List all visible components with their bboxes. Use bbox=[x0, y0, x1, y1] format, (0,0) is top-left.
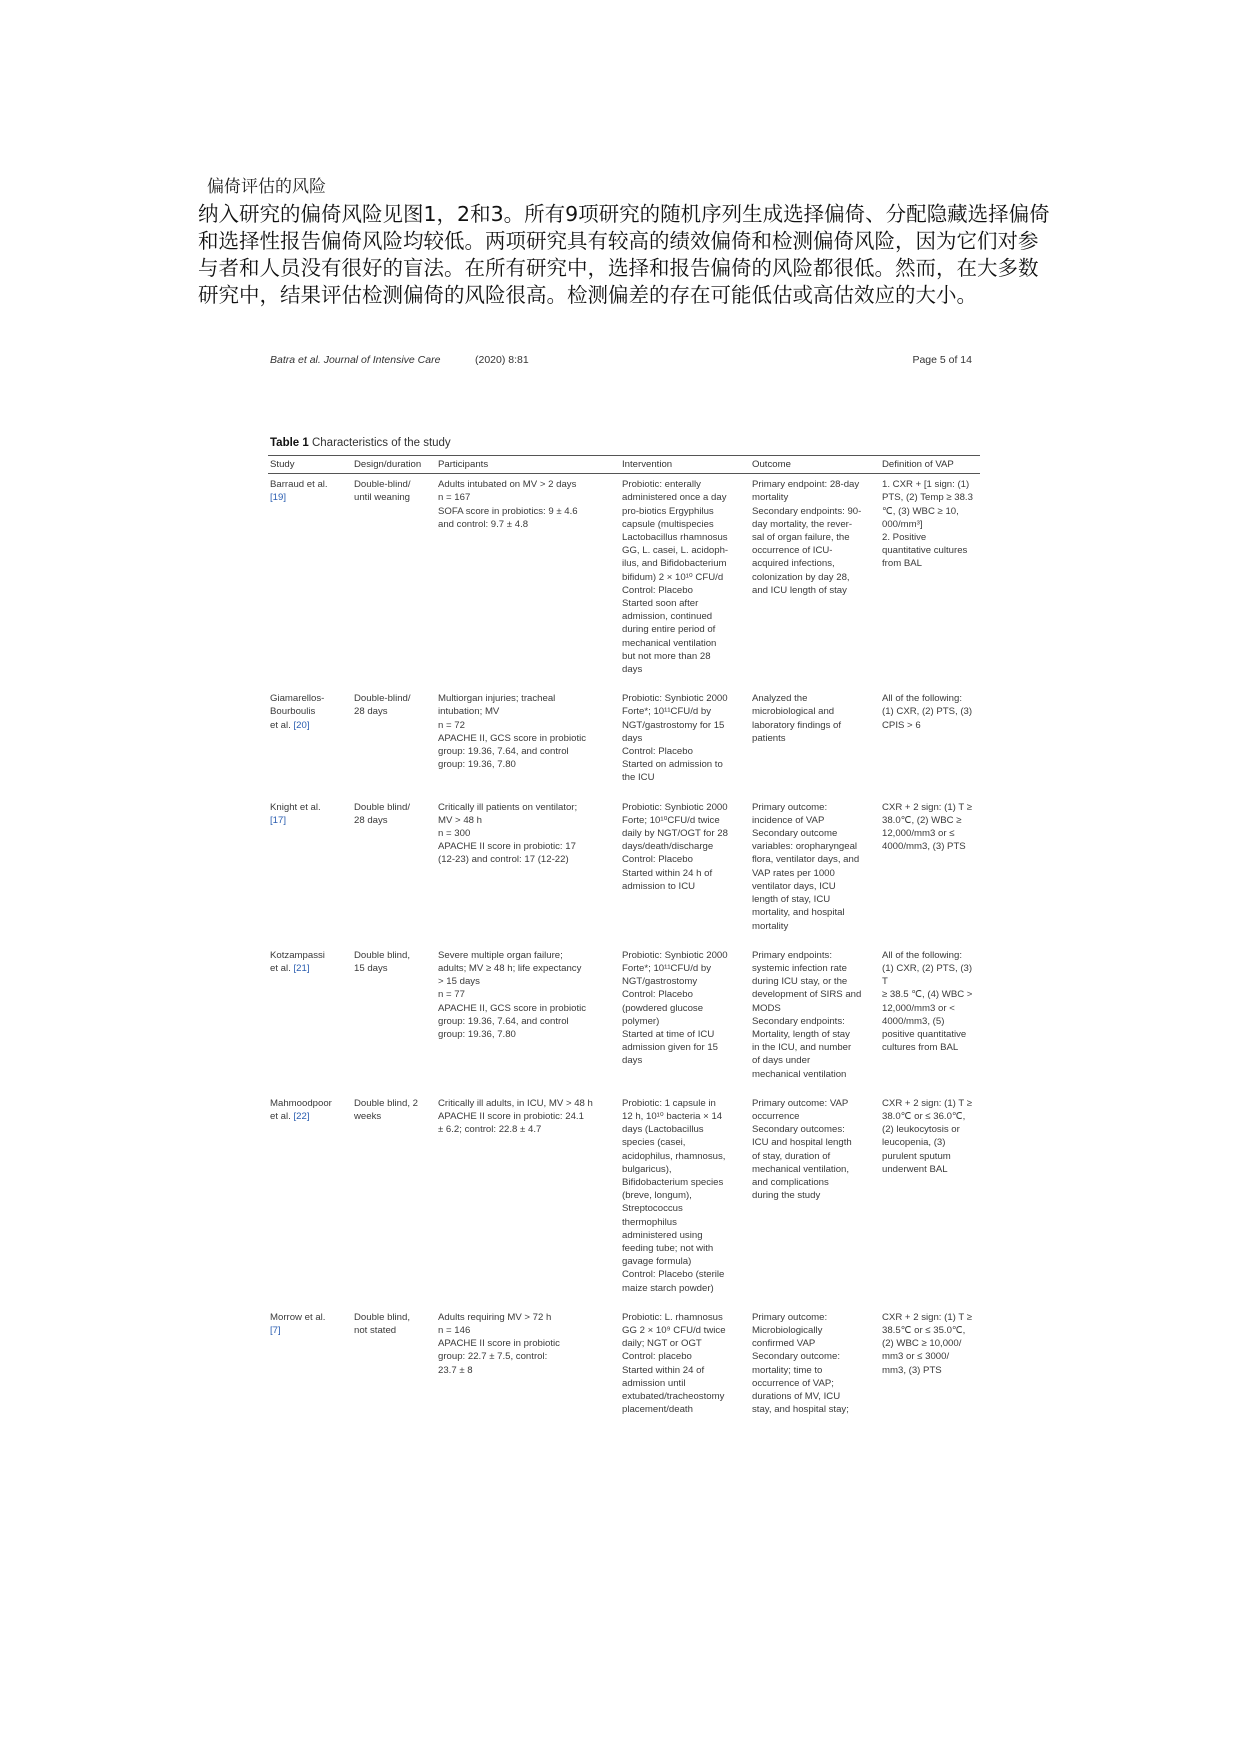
cell-design: Double-blind/ 28 days bbox=[354, 693, 411, 718]
characteristics-table bbox=[268, 455, 980, 1428]
table-row bbox=[268, 688, 980, 796]
cell-participants: Severe multiple organ failure; adults; MV ≥ 48 h; life expectancy > 15 days n = 77 APACHE II, GCS score in probiotic group: 19.36, 7.64, and control group: 19.36, 7.80 bbox=[438, 949, 587, 1040]
reference-link[interactable]: [19] bbox=[270, 492, 287, 504]
table-row bbox=[268, 1093, 980, 1307]
cell-outcome: Analyzed the microbiological and laboratory findings of patients bbox=[752, 693, 842, 744]
body-paragraph: 纳入研究的偏倚风险见图1，2和3。所有9项研究的随机序列生成选择偏倚、分配隐藏选择偏倚和选择性报告偏倚风险均较低。两项研究具有较高的绩效偏倚和检测偏倚风险，因为它们对参与者和人员没有很好的盲法。在所有研究中，选择和报告偏倚的风险都很低。然而，在大多数研究中，结果评估检测偏倚的风险很高。检测偏差的存在可能低估或高估效应的大小。 bbox=[198, 202, 1050, 307]
table-title bbox=[270, 437, 451, 449]
col-header-outcome: Outcome bbox=[750, 456, 880, 474]
cell-vap-definition: All of the following: (1) CXR, (2) PTS, (3) T ≥ 38.5 ℃, (4) WBC > 12,000/mm3 or < 4000/mm3, (5) positive quantitative cultures from BAL bbox=[882, 949, 973, 1054]
table-row bbox=[268, 1307, 980, 1429]
reference-link[interactable]: [21] bbox=[293, 962, 310, 974]
col-header-vap: Definition of VAP bbox=[880, 456, 980, 474]
table-label: Table 1 bbox=[270, 437, 309, 449]
section-heading: 偏倚评估的风险 bbox=[207, 177, 326, 197]
col-header-participants: Participants bbox=[436, 456, 620, 474]
table-header-row bbox=[268, 456, 980, 474]
embedded-paper-page bbox=[268, 344, 980, 1416]
reference-link[interactable]: [20] bbox=[293, 719, 310, 731]
cell-design: Double-blind/ until weaning bbox=[354, 479, 411, 504]
cell-outcome: Primary endpoint: 28-day mortality Secondary endpoints: 90- day mortality, the rever- sal of organ failure, the occurrence of ICU- acquired infections, colonization by day 28, and ICU length of stay bbox=[752, 479, 862, 596]
cell-participants: Multiorgan injuries; tracheal intubation; MV n = 72 APACHE II, GCS score in probiotic group: 19.36, 7.64, and control group: 19.36, 7.80 bbox=[438, 693, 587, 771]
cell-design: Double blind/ 28 days bbox=[354, 801, 411, 826]
cell-intervention: Probiotic: Synbiotic 2000 Forte; 10¹⁰CFU/d twice daily by NGT/OGT for 28 days/death/discharge Control: Placebo Started within 24 h of admission to ICU bbox=[622, 801, 728, 892]
cell-study bbox=[268, 1093, 352, 1307]
cell-design: Double blind, 2 weeks bbox=[354, 1097, 419, 1122]
study-name: Morrow et al. bbox=[270, 1311, 326, 1323]
study-name: Barraud et al. bbox=[270, 479, 328, 491]
journal-citation: Batra et al. Journal of Intensive Care bbox=[270, 354, 441, 366]
cell-design: Double blind, not stated bbox=[354, 1311, 411, 1336]
journal-year: (2020) 8:81 bbox=[475, 354, 529, 366]
cell-intervention: Probiotic: L. rhamnosus GG 2 × 10⁹ CFU/d twice daily; NGT or OGT Control: placebo Started within 24 of admission until extubated/tracheostomy placement/death bbox=[622, 1311, 726, 1416]
study-name: Giamarellos- Bourboulis et al. bbox=[270, 693, 325, 731]
reference-link[interactable]: [7] bbox=[270, 1324, 281, 1336]
cell-study bbox=[268, 474, 352, 689]
col-header-design: Design/duration bbox=[352, 456, 436, 474]
table-row bbox=[268, 474, 980, 689]
reference-link[interactable]: [17] bbox=[270, 814, 287, 826]
cell-outcome: Primary outcome: Microbiologically confirmed VAP Secondary outcome: mortality; time to occurrence of VAP; durations of MV, ICU stay, and hospital stay; bbox=[752, 1311, 849, 1416]
cell-vap-definition: All of the following: (1) CXR, (2) PTS, (3) CPIS > 6 bbox=[882, 693, 973, 731]
reference-link[interactable]: [22] bbox=[293, 1110, 310, 1122]
cell-study bbox=[268, 1307, 352, 1429]
table-row bbox=[268, 945, 980, 1093]
cell-vap-definition: CXR + 2 sign: (1) T ≥ 38.0℃, (2) WBC ≥ 12,000/mm3 or ≤ 4000/mm3, (3) PTS bbox=[882, 801, 972, 853]
study-name: Kotzampassi et al. bbox=[270, 949, 325, 974]
cell-participants: Adults requiring MV > 72 h n = 146 APACHE II score in probiotic group: 22.7 ± 7.5, control: 23.7 ± 8 bbox=[438, 1311, 560, 1376]
cell-intervention: Probiotic: 1 capsule in 12 h, 10¹⁰ bacteria × 14 days (Lactobacillus species (casei, acidophilus, rhamnosus, bulgaricus), Bifidobacterium species (breve, longum), Streptococcus thermophilus administered using feeding tube; not with gavage formula) Control: Placebo (sterile maize starch powder) bbox=[622, 1097, 726, 1294]
cell-intervention: Probiotic: Synbiotic 2000 Forte*; 10¹¹CFU/d by NGT/gastrostomy for 15 days Control: Placebo Started on admission to the ICU bbox=[622, 693, 728, 784]
cell-outcome: Primary outcome: VAP occurrence Secondary outcomes: ICU and hospital length of stay, duration of mechanical ventilation, and complications during the study bbox=[752, 1097, 852, 1202]
cell-outcome: Primary outcome: incidence of VAP Secondary outcome variables: oropharyngeal flora, ventilator days, and VAP rates per 1000 ventilator days, ICU length of stay, ICU mortality, and hospital mortality bbox=[752, 801, 860, 932]
running-header bbox=[268, 354, 980, 370]
col-header-study: Study bbox=[268, 456, 352, 474]
col-header-intervention: Intervention bbox=[620, 456, 750, 474]
study-name: Mahmoodpoor et al. bbox=[270, 1097, 332, 1122]
table-row bbox=[268, 797, 980, 945]
page-number: Page 5 of 14 bbox=[912, 354, 972, 366]
cell-participants: Adults intubated on MV > 2 days n = 167 SOFA score in probiotics: 9 ± 4.6 and control: 9.7 ± 4.8 bbox=[438, 479, 578, 530]
cell-design: Double blind, 15 days bbox=[354, 949, 411, 974]
cell-study bbox=[268, 945, 352, 1093]
cell-study bbox=[268, 688, 352, 796]
cell-intervention: Probiotic: enterally administered once a day pro-biotics Ergyphilus capsule (multispecies Lactobacillus rhamnosus GG, L. casei, L. acidoph- ilus, and Bifidobacterium bifidum) 2 × 10¹⁰ CFU/d Control: Placebo Started soon after admission, continued during entire period of mechanical ventilation but not more than 28 days bbox=[622, 479, 729, 676]
cell-study bbox=[268, 797, 352, 945]
cell-vap-definition: CXR + 2 sign: (1) T ≥ 38.0℃ or ≤ 36.0℃, (2) leukocytosis or leucopenia, (3) purulent sputum underwent BAL bbox=[882, 1097, 972, 1175]
table-caption: Characteristics of the study bbox=[311, 437, 451, 449]
cell-participants: Critically ill patients on ventilator; MV > 48 h n = 300 APACHE II score in probiotic: 17 (12-23) and control: 17 (12-22) bbox=[438, 801, 578, 866]
study-name: Knight et al. bbox=[270, 801, 321, 813]
cell-outcome: Primary endpoints: systemic infection rate during ICU stay, or the development of SIRS and MODS Secondary endpoints: Mortality, length of stay in the ICU, and number of days under mechanical ventilation bbox=[752, 949, 862, 1080]
cell-vap-definition: CXR + 2 sign: (1) T ≥ 38.5℃ or ≤ 35.0℃, (2) WBC ≥ 10,000/ mm3 or ≤ 3000/ mm3, (3) PTS bbox=[882, 1311, 972, 1376]
cell-intervention: Probiotic: Synbiotic 2000 Forte*; 10¹¹CFU/d by NGT/gastrostomy Control: Placebo (powdered glucose polymer) Started at time of ICU admission given for 15 days bbox=[622, 949, 728, 1067]
cell-participants: Critically ill adults, in ICU, MV > 48 h APACHE II score in probiotic: 24.1 ± 6.2; control: 22.8 ± 4.7 bbox=[438, 1097, 593, 1136]
cell-vap-definition: 1. CXR + [1 sign: (1) PTS, (2) Temp ≥ 38.3 ℃, (3) WBC ≥ 10, 000/mm³] 2. Positive quantitative cultures from BAL bbox=[882, 479, 973, 570]
